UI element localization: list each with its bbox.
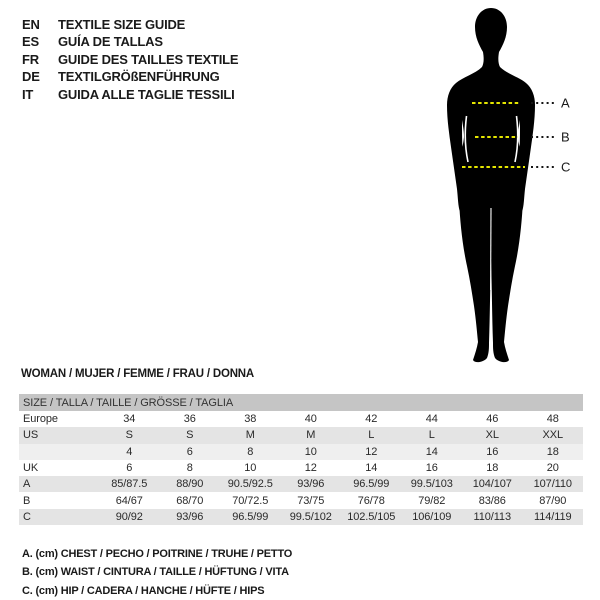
table-row <box>19 460 583 476</box>
size-cell: 68/70 <box>176 494 204 507</box>
size-cell: 76/78 <box>357 494 385 507</box>
table-row <box>19 427 583 443</box>
size-cell: M <box>245 429 255 442</box>
size-cell: 114/119 <box>534 510 572 523</box>
size-cell: 85/87.5 <box>111 478 148 491</box>
size-cell: 14 <box>425 445 438 458</box>
lang-title: GUÍA DE TALLAS <box>58 34 163 50</box>
lang-title: GUIDA ALLE TAGLIE TESSILI <box>58 86 235 102</box>
size-cell: 99.5/103 <box>410 478 453 491</box>
size-cell: 104/107 <box>472 478 512 491</box>
size-cell: 6 <box>126 462 133 475</box>
size-cell: 12 <box>304 462 317 475</box>
table-row <box>19 509 583 525</box>
size-cell: 16 <box>486 445 499 458</box>
size-cell: S <box>186 429 194 442</box>
size-cell: 93/96 <box>176 510 204 523</box>
size-cell: 14 <box>365 462 378 475</box>
size-cell: 106/109 <box>412 510 452 523</box>
size-cell: 87/90 <box>539 494 567 507</box>
size-cell: 18 <box>546 445 559 458</box>
language-row <box>22 33 238 50</box>
size-cell: 36 <box>183 413 196 426</box>
language-row <box>22 51 238 68</box>
language-row <box>22 16 238 33</box>
size-cell: 48 <box>546 413 559 426</box>
size-cell: 38 <box>244 413 257 426</box>
measure-label-b: B <box>561 129 570 145</box>
size-cell: 16 <box>425 462 438 475</box>
size-cell: 12 <box>365 445 378 458</box>
table-row <box>19 444 583 460</box>
size-cell: 79/82 <box>418 494 446 507</box>
size-cell: 10 <box>304 445 317 458</box>
size-cell: 46 <box>486 413 499 426</box>
row-label: C <box>23 510 31 523</box>
measure-label-a: A <box>561 95 570 111</box>
size-table-body <box>19 411 583 525</box>
woman-silhouette <box>447 8 535 362</box>
lang-title: GUIDE DES TAILLES TEXTILE <box>58 51 239 67</box>
size-cell: 70/72.5 <box>232 494 269 507</box>
lang-code: FR <box>22 51 39 67</box>
size-cell: 42 <box>365 413 378 426</box>
size-cell: 44 <box>425 413 438 426</box>
measurement-legend <box>22 545 292 600</box>
size-cell: L <box>368 429 375 442</box>
lang-code: ES <box>22 34 39 50</box>
row-label: US <box>23 429 39 442</box>
size-cell: 10 <box>244 462 257 475</box>
size-cell: XXL <box>542 429 564 442</box>
lang-code: DE <box>22 69 40 85</box>
size-cell: 18 <box>486 462 499 475</box>
size-cell: 73/75 <box>297 494 325 507</box>
size-cell: 110/113 <box>473 510 511 523</box>
size-cell: 8 <box>186 462 193 475</box>
size-cell: XL <box>485 429 499 442</box>
size-cell: 102.5/105 <box>347 510 396 523</box>
size-cell: S <box>125 429 133 442</box>
size-cell: 107/110 <box>533 478 572 491</box>
legend-line-hip: C. (cm) HIP / CADERA / HANCHE / HÜFTE / HIPS <box>22 584 265 597</box>
measure-label-c: C <box>561 159 571 175</box>
legend-line-waist: B. (cm) WAIST / CINTURA / TAILLE / HÜFTUNG / VITA <box>22 566 289 579</box>
lang-title: TEXTILGRÖßENFÜHRUNG <box>58 69 220 85</box>
table-row <box>19 411 583 427</box>
woman-silhouette-svg <box>430 0 600 380</box>
size-cell: 8 <box>247 445 254 458</box>
table-row <box>19 476 583 492</box>
table-row <box>19 492 583 508</box>
language-list <box>22 16 238 103</box>
size-cell: 96.5/99 <box>353 478 390 491</box>
row-label: UK <box>23 462 39 475</box>
size-cell: M <box>306 429 316 442</box>
size-cell: 96.5/99 <box>232 510 269 523</box>
size-table-header-row <box>19 394 583 411</box>
lang-code: IT <box>22 86 34 102</box>
size-cell: 4 <box>126 445 133 458</box>
legend-line-chest: A. (cm) CHEST / PECHO / POITRINE / TRUHE / PETTO <box>22 548 293 560</box>
lang-title: TEXTILE SIZE GUIDE <box>58 17 186 32</box>
row-label: A <box>23 478 31 491</box>
size-cell: 64/67 <box>115 494 143 507</box>
row-label: B <box>23 494 31 507</box>
size-cell: 90/92 <box>115 510 143 523</box>
size-table <box>19 394 583 525</box>
size-cell: 90.5/92.5 <box>227 478 273 491</box>
size-cell: 20 <box>546 462 559 475</box>
woman-silhouette-figure <box>430 0 600 380</box>
size-cell: 34 <box>123 413 136 426</box>
size-cell: 93/96 <box>297 478 325 491</box>
language-row <box>22 86 238 103</box>
size-table-header: SIZE / TALLA / TAILLE / GRÖSSE / TAGLIA <box>19 394 583 411</box>
language-row <box>22 68 238 85</box>
size-cell: 40 <box>304 413 317 426</box>
size-cell: 99.5/102 <box>289 510 332 523</box>
lang-code: EN <box>22 17 40 32</box>
size-cell: 83/86 <box>478 494 506 507</box>
section-title-woman: WOMAN / MUJER / FEMME / FRAU / DONNA <box>21 368 255 380</box>
size-cell: L <box>428 429 435 442</box>
row-label: Europe <box>23 413 58 426</box>
row-label <box>19 444 99 460</box>
size-cell: 88/90 <box>176 478 204 491</box>
size-cell: 6 <box>186 445 193 458</box>
